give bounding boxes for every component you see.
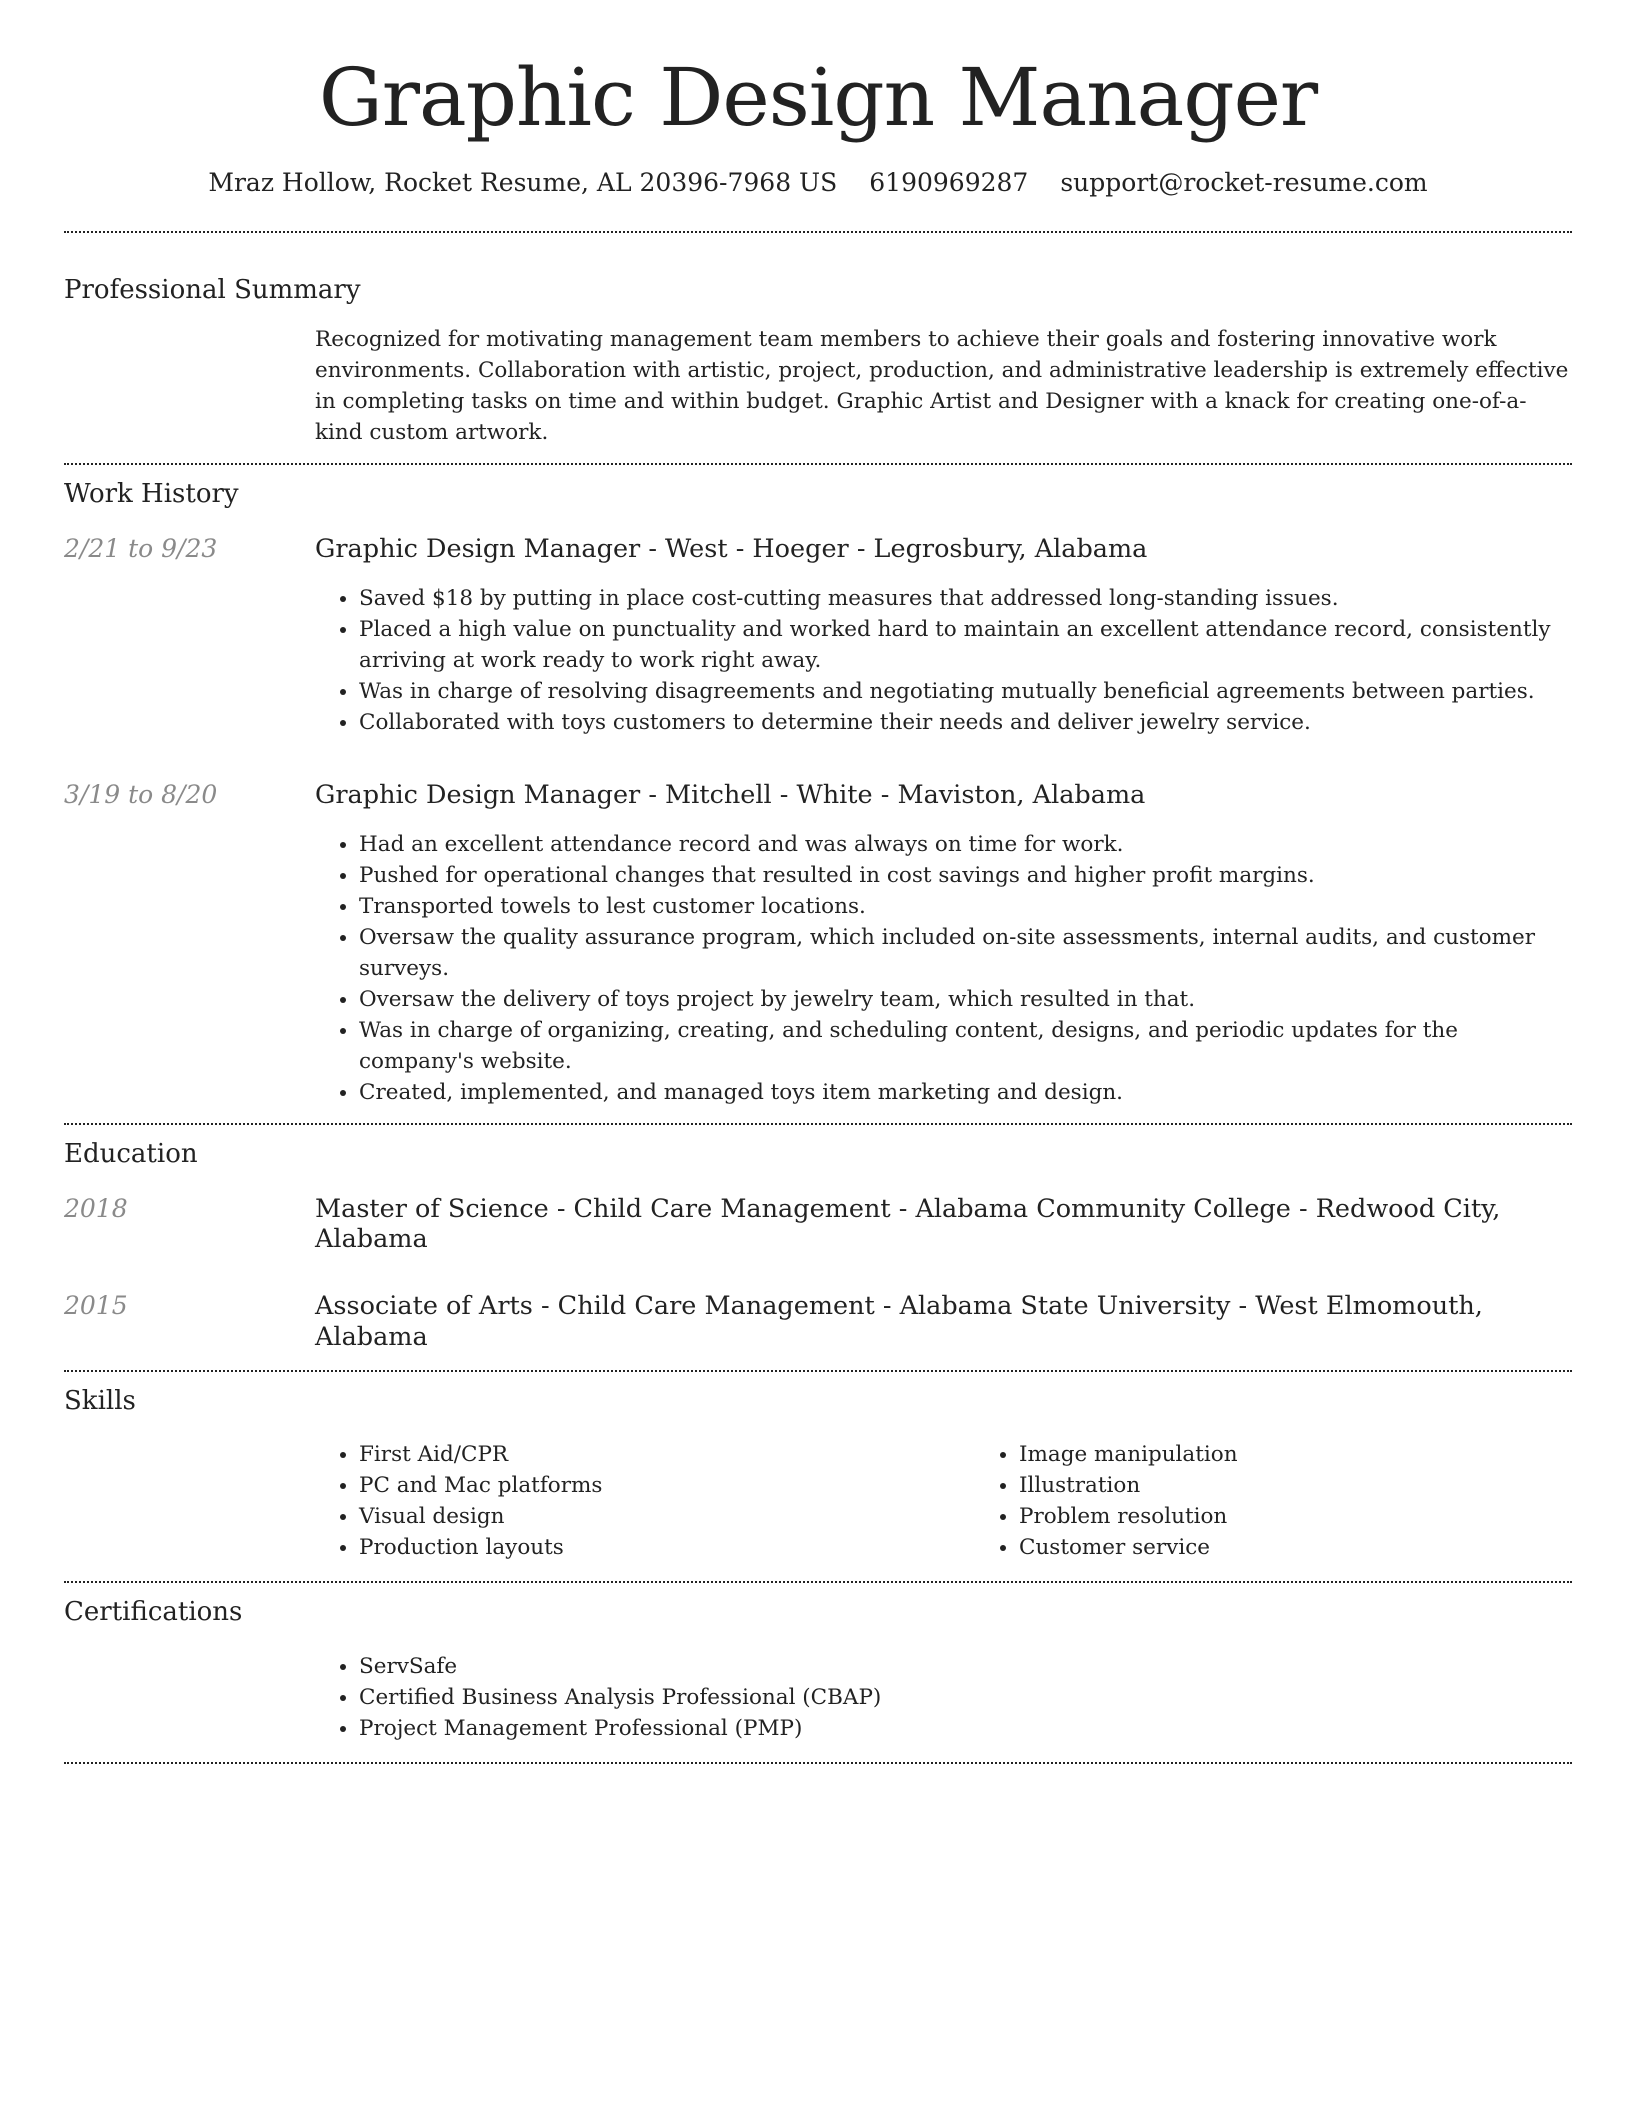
job-dates: 2/21 to 9/23 [64,534,218,564]
skills-grid [315,1439,1632,1563]
job-bullet: • Placed a high value on punctuality and worked hard to maintain an excellent attendance record, consistently arriving at work ready to work right away. [359,614,1572,676]
skill-item: • Visual design [359,1501,975,1532]
job-bullet: • Was in charge of resolving disagreements and negotiating mutually beneficial agreements between parties. [359,676,1572,707]
job-title: Graphic Design Manager - West - Hoeger - Legrosbury, Alabama [315,534,1148,565]
summary-section [64,233,1572,448]
job-bullet: • Oversaw the delivery of toys project by jewelry team, which resulted in that. [359,984,1572,1015]
summary-heading: Professional Summary [64,275,361,305]
education-year: 2018 [64,1193,128,1223]
skills-column [975,1439,1632,1563]
skill-item: • Problem resolution [1019,1501,1632,1532]
contact-email: support@rocket-resume.com [1060,168,1428,197]
job-body [315,780,1572,1108]
certifications-row [64,1651,1572,1744]
skill-item: • PC and Mac platforms [359,1470,975,1501]
job-body [315,534,1572,738]
education-year: 2015 [64,1290,128,1320]
job-bullet: • Saved $18 by putting in place cost-cutting measures that addressed long-standing issues. [359,583,1572,614]
job-entry [64,534,1572,738]
job-bullet: • Created, implemented, and managed toys item marketing and design. [359,1077,1572,1108]
job-bullets [315,583,1572,738]
certifications-section [64,1583,1572,1743]
skills-section [64,1372,1572,1563]
divider [64,1762,1572,1764]
skills-column [315,1439,975,1563]
summary-spacer [64,324,315,448]
job-bullet: • Oversaw the quality assurance program, which included on-site assessments, internal audits, and customer surveys. [359,922,1572,984]
skill-item: • Image manipulation [1019,1439,1632,1470]
job-title: Graphic Design Manager - Mitchell - White - Maviston, Alabama [315,779,1146,810]
skill-item: • Customer service [1019,1532,1632,1563]
certifications-heading: Certifications [64,1597,243,1628]
certification-item: • ServSafe [359,1651,1572,1682]
job-bullet: • Pushed for operational changes that resulted in cost savings and higher profit margins. [359,860,1572,891]
education-section [64,1125,1572,1353]
education-entry [64,1291,1572,1352]
job-bullet: • Had an excellent attendance record and was always on time for work. [359,829,1572,860]
job-bullet: • Transported towels to lest customer locations. [359,891,1572,922]
education-heading: Education [64,1138,198,1169]
certification-item: • Certified Business Analysis Professional (CBAP) [359,1682,1572,1713]
page-title: Graphic Design Manager [318,51,1318,144]
skills-row [64,1439,1572,1563]
contact-line [64,168,1572,197]
job-entry [64,780,1572,1108]
work-section [64,465,1572,1107]
education-entry [64,1194,1572,1255]
education-title: Master of Science - Child Care Management - Alabama Community College - Redwood City, Alabama [315,1193,1501,1255]
job-bullets [315,829,1572,1108]
certifications-list [315,1651,1572,1744]
certifications-body [315,1651,1572,1744]
resume-page [64,0,1572,1764]
summary-body [315,324,1572,448]
skills-spacer [64,1439,315,1563]
summary-row [64,324,1572,448]
summary-text: Recognized for motivating management team members to achieve their goals and fostering innovative work environments. Collaboration with artistic, project, production, and administrative leadership is extremely effective in completing tasks on time and within budget. Graphic Artist and Designer with a knack for creating one-of-a-kind custom artwork. [315,327,1569,446]
skills-heading: Skills [64,1386,136,1417]
certification-item: • Project Management Professional (PMP) [359,1713,1572,1744]
contact-phone: 6190969287 [869,168,1029,197]
skill-item: • Illustration [1019,1470,1632,1501]
contact-address: Mraz Hollow, Rocket Resume, AL 20396-7968 US [208,168,838,197]
job-dates: 3/19 to 8/20 [64,779,218,809]
work-heading: Work History [64,479,239,510]
job-bullet: • Collaborated with toys customers to determine their needs and deliver jewelry service. [359,707,1572,738]
skill-item: • First Aid/CPR [359,1439,975,1470]
education-title: Associate of Arts - Child Care Management - Alabama State University - West Elmomouth, Alabama [315,1290,1483,1352]
certifications-spacer [64,1651,315,1744]
job-bullet: • Was in charge of organizing, creating, and scheduling content, designs, and periodic updates for the company's website. [359,1015,1572,1077]
skill-item: • Production layouts [359,1532,975,1563]
